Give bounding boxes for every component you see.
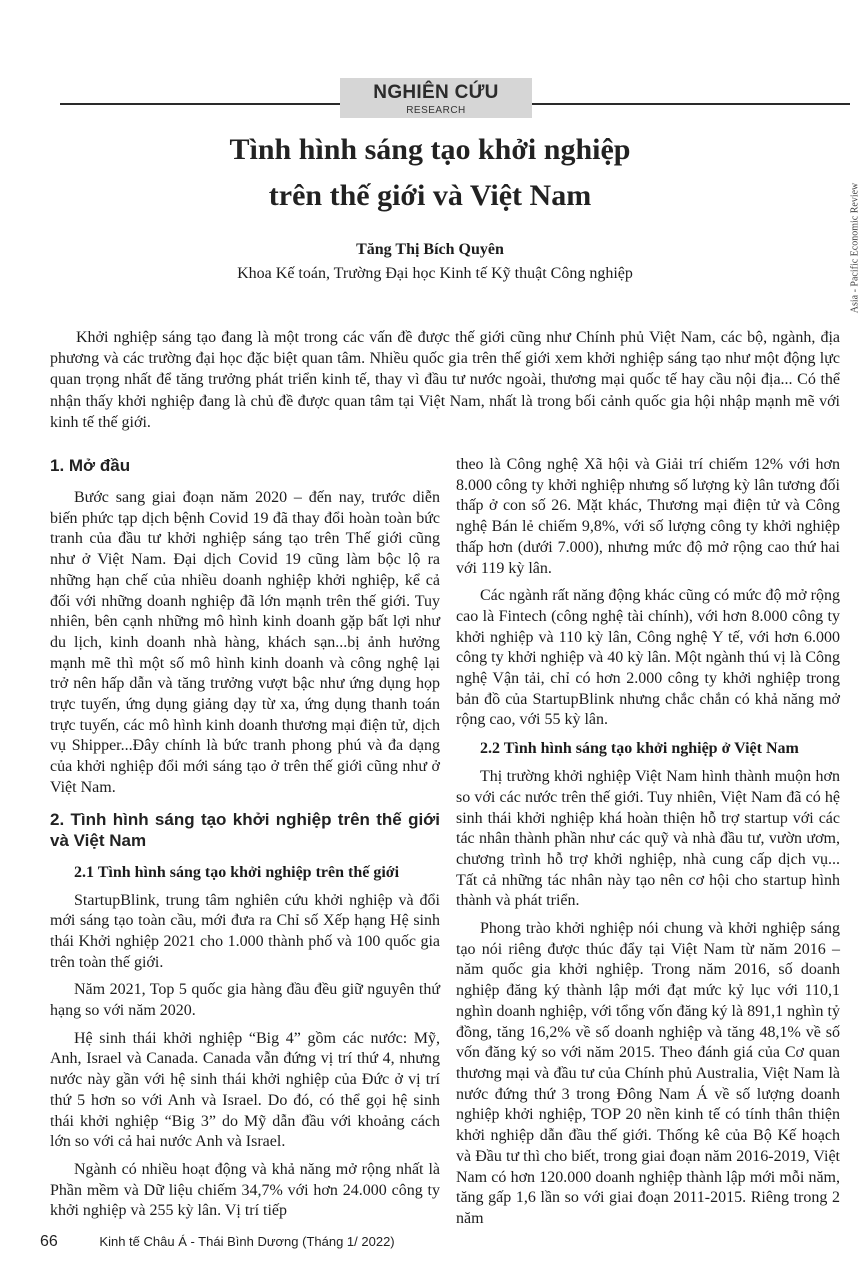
left-column [50, 455, 440, 1229]
author-name: Tăng Thị Bích Quyên [356, 241, 504, 258]
paragraph: Năm 2021, Top 5 quốc gia hàng đầu đều giữ nguyên thứ hạng so với năm 2020. [50, 981, 440, 1020]
paragraph: theo là Công nghệ Xã hội và Giải trí chiếm 12% với hơn 8.000 công ty khởi nghiệp nhưng số lượng kỳ lân tương đối thấp ở con số 26. Mặt khác, Thương mại điện tử và Công nghệ Bán lẻ chiếm 9,8%, với số lượng công ty khởi nghiệp thấp hơn (dưới 7.000), nhưng mức độ mở rộng cao thứ hai với 119 kỳ lân. [456, 456, 840, 577]
paragraph: StartupBlink, trung tâm nghiên cứu khởi nghiệp và đổi mới sáng tạo toàn cầu, mới đưa ra Chỉ số Xếp hạng Hệ sinh thái Khởi nghiệp 2021 cho 1.000 thành phố và 100 quốc gia trên toàn thế giới. [50, 891, 440, 971]
author-affiliation: Khoa Kế toán, Trường Đại học Kinh tế Kỹ thuật Công nghiệp [237, 265, 633, 282]
abstract: Khởi nghiệp sáng tạo đang là một trong các vấn đề được thế giới cũng như Chính phủ Việt Nam, các bộ, ngành, địa phương và các trường đại học đặc biệt quan tâm. Nhiều quốc gia trên thế giới xem khởi nghiệp sáng tạo như một động lực quan trọng nhất để tăng trưởng phát triển kinh tế, thay vì đầu tư nước ngoài, thương mại quốc tế hay cầu nội địa... Có thể nhận thấy khởi nghiệp đang là chủ đề được quan tâm tại Việt Nam, nhất là trong bối cảnh quốc gia hội nhập mạnh mẽ với kinh tế thế giới. [50, 329, 840, 431]
page-number: 66 [40, 1233, 58, 1250]
side-journal-text: Asia - Pacific Economic Review [849, 182, 861, 314]
paragraph: Phong trào khởi nghiệp nói chung và khởi nghiệp sáng tạo nói riêng được thúc đẩy tại Việt Nam từ năm 2016 – năm quốc gia khởi nghiệp. Trong năm 2016, số doanh nghiệp đăng ký thành lập mới đạt mức kỷ lục với 110,1 nghìn doanh nghiệp, với tổng vốn đăng ký là 891,1 nghìn tỷ đồng, tăng 16,2% về số doanh nghiệp và tăng 48,1% về số vốn đăng ký so với năm 2015. Theo đánh giá của Cơ quan thương mại và đầu tư của Chính phủ Australia, Việt Nam là nước đứng thứ 3 trong Đông Nam Á về số lượng doanh nghiệp khởi nghiệp, TOP 20 nền kinh tế có tính thân thiện khởi nghiệp dẫn đầu thế giới. Thống kê của Bộ Kế hoạch và Đầu tư thì cho biết, trong giai đoạn năm 2016-2019, Việt Nam có hơn 120.000 doanh nghiệp thành lập mới mỗi năm, tăng gấp 1,6 lần so với giai đoạn 2011-2015. Riêng trong 2 năm [456, 920, 840, 1227]
paragraph: Thị trường khởi nghiệp Việt Nam hình thành muộn hơn so với các nước trên thế giới. Tuy nhiên, Việt Nam đã có hệ sinh thái khởi nghiệp khá hoàn thiện hỗ trợ startup với các tác nhân thành phần như các quỹ và nhà đầu tư, vườn ươm, chương trình hỗ trợ khởi nghiệp, nhà cung cấp dịch vụ... Tất cả những tác nhân này tạo nên cơ hội cho startup hình thành và phát triển. [456, 768, 840, 910]
paragraph: Ngành có nhiều hoạt động và khả năng mở rộng nhất là Phần mềm và Dữ liệu chiếm 34,7% với hơn 24.000 công ty khởi nghiệp và 255 kỳ lân. Vị trí tiếp [50, 1160, 440, 1220]
article-title-line1: Tình hình sáng tạo khởi nghiệp [229, 133, 631, 166]
paragraph: Các ngành rất năng động khác cũng có mức độ mở rộng cao là Fintech (công nghệ tài chính), với hơn 8.000 công ty khởi nghiệp và 110 kỳ lân, Công nghệ Y tế, với hơn 6.000 công ty khởi nghiệp và 40 kỳ lân. Một ngành thú vị là Công nghệ Vận tải, chỉ có hơn 2.000 công ty khởi nghiệp trong bản đồ của StartupBlink nhưng chắc chắn có khả năng mở rộng cao, với 55 kỳ lân. [456, 587, 840, 729]
article-title-line2: trên thế giới và Việt Nam [268, 179, 592, 212]
paragraph: Hệ sinh thái khởi nghiệp “Big 4” gồm các nước: Mỹ, Anh, Israel và Canada. Canada vẫn đứng vị trí thứ 4, nhưng nước này gần với hệ sinh thái khởi nghiệp của Đức ở vị trí thứ 5 hơn so với Anh và Israel. Do đó, có thể gọi hệ sinh thái khởi nghiệp “Big 3” do Mỹ dẫn đầu với khoảng cách lớn so với cả hai nước Anh và Israel. [50, 1029, 440, 1151]
page-footer [40, 1233, 395, 1251]
section-label: NGHIÊN CỨU [373, 82, 499, 103]
right-column [456, 455, 840, 1237]
journal-footer: Kinh tế Châu Á - Thái Bình Dương (Tháng 1/ 2022) [99, 1234, 395, 1249]
subheading-2-2: 2.2 Tình hình sáng tạo khởi nghiệp ở Việt Nam [480, 740, 799, 758]
heading-section-2: 2. Tình hình sáng tạo khởi nghiệp trên thế giới và Việt Nam [50, 809, 440, 850]
heading-introduction: 1. Mở đầu [50, 456, 131, 475]
section-label-box [340, 78, 532, 118]
section-sublabel: RESEARCH [406, 105, 466, 116]
side-journal-label [847, 128, 863, 368]
subheading-2-1: 2.1 Tình hình sáng tạo khởi nghiệp trên thế giới [74, 863, 400, 881]
paragraph: Bước sang giai đoạn năm 2020 – đến nay, trước diễn biến phức tạp dịch bệnh Covid 19 đã thay đổi hoàn toàn bức tranh của đầu tư khởi nghiệp sáng tạo trên Thế giới cũng như ở Việt Nam. Đại dịch Covid 19 cũng làm bộc lộ ra những hạn chế của nhiều doanh nghiệp khởi nghiệp, kể cả đối với những doanh nghiệp đã lớn mạnh trên thế giới. Tuy nhiên, bên cạnh những mô hình kinh doanh gặp bất lợi như du lịch, kinh doanh nhà hàng, khách sạn...bị ảnh hưởng mạnh mẽ thì một số mô hình kinh doanh và công nghệ lại trở nên hấp dẫn và tăng trưởng vượt bậc như ứng dụng họp trực tuyến, ứng dụng giảng dạy từ xa, ứng dụng thanh toán trực tuyến, các mô hình kinh doanh thương mại điện tử, dịch vụ Shipper...Đây chính là bức tranh phong phú và đa dạng của khởi nghiệp đổi mới sáng tạo ở trên thế giới cũng như ở Việt Nam. [50, 489, 440, 796]
